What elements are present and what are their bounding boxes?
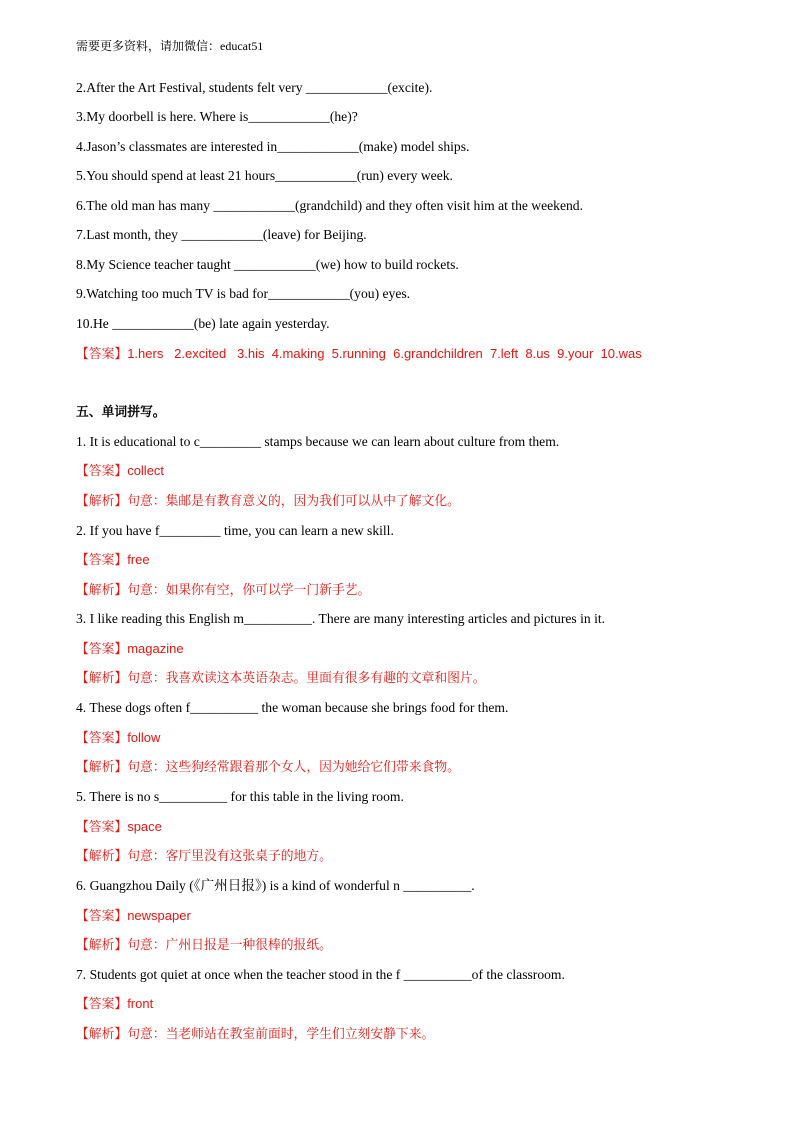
- answer-text: magazine: [127, 641, 184, 656]
- answer-label: 【答案】: [76, 820, 128, 835]
- explanation-label: 【解析】: [76, 583, 128, 598]
- spelling-question-5: 5. There is no s__________ for this table in the living room.: [76, 789, 404, 804]
- explanation-line-7: [76, 1025, 434, 1044]
- explanation-text: 句意：如果你有空，你可以学一门新手艺。: [127, 583, 371, 598]
- answer-text: collect: [127, 463, 165, 478]
- answer-line-1: [76, 462, 164, 481]
- explanation-text: 句意：这些狗经常跟着那个女人，因为她给它们带来食物。: [127, 760, 460, 775]
- answer-line-5: [76, 818, 162, 837]
- answer-label: 【答案】: [76, 731, 128, 746]
- answer-line-3: [76, 640, 184, 659]
- answer-label: 【答案】: [76, 997, 128, 1012]
- answer-text: free: [127, 552, 150, 567]
- answer-line-2: [76, 551, 150, 570]
- question-6: 6.The old man has many ____________(grandchild) and they often visit him at the weekend.: [76, 198, 584, 213]
- explanation-label: 【解析】: [76, 849, 128, 864]
- explanation-label: 【解析】: [76, 938, 128, 953]
- explanation-line-4: [76, 758, 460, 777]
- explanation-label: 【解析】: [76, 1027, 128, 1042]
- question-10: 10.He ____________(be) late again yesterday.: [76, 316, 330, 331]
- explanation-line-6: [76, 936, 332, 955]
- question-9: 9.Watching too much TV is bad for____________(you) eyes.: [76, 286, 411, 301]
- explanation-label: 【解析】: [76, 760, 128, 775]
- page-header: 需要更多资料，请加微信：educat51: [76, 39, 264, 53]
- explanation-text: 句意：当老师站在教室前面时，学生们立刻安静下来。: [127, 1027, 435, 1042]
- answer-label: 【答案】: [76, 909, 128, 924]
- answer-text: front: [127, 996, 154, 1011]
- explanation-text: 句意：广州日报是一种很棒的报纸。: [127, 938, 332, 953]
- answer-label: 【答案】: [76, 347, 128, 362]
- question-7: 7.Last month, they ____________(leave) for Beijing.: [76, 227, 367, 242]
- spelling-question-6: 6. Guangzhou Daily (《广州日报》) is a kind of wonderful n __________.: [76, 878, 475, 893]
- answer-label: 【答案】: [76, 642, 128, 657]
- answer-text: newspaper: [127, 908, 191, 923]
- answer-text: 1.hers 2.excited 3.his 4.making 5.running 6.grandchildren 7.left 8.us 9.your 10.was: [127, 346, 642, 361]
- answer-label: 【答案】: [76, 553, 128, 568]
- spelling-question-3: 3. I like reading this English m__________. There are many interesting articles and pictures in it.: [76, 611, 606, 626]
- answer-line-4: [76, 729, 160, 748]
- explanation-label: 【解析】: [76, 494, 128, 509]
- answer-text: space: [127, 819, 162, 834]
- explanation-line-3: [76, 669, 486, 688]
- answer-line-6: [76, 907, 191, 926]
- explanation-text: 句意：我喜欢读这本英语杂志。里面有很多有趣的文章和图片。: [127, 671, 486, 686]
- answer-text: follow: [127, 730, 161, 745]
- section-title: [76, 403, 166, 422]
- explanation-text: 句意：集邮是有教育意义的，因为我们可以从中了解文化。: [127, 494, 460, 509]
- explanation-label: 【解析】: [76, 671, 128, 686]
- question-4: 4.Jason’s classmates are interested in____________(make) model ships.: [76, 139, 470, 154]
- question-8: 8.My Science teacher taught ____________(we) how to build rockets.: [76, 257, 459, 272]
- spelling-question-1: 1. It is educational to c_________ stamps because we can learn about culture from them.: [76, 434, 560, 449]
- question-5: 5.You should spend at least 21 hours____________(run) every week.: [76, 168, 453, 183]
- answer-line-7: [76, 995, 153, 1014]
- spelling-question-4: 4. These dogs often f__________ the woman because she brings food for them.: [76, 700, 509, 715]
- explanation-text: 句意：客厅里没有这张桌子的地方。: [127, 849, 332, 864]
- explanation-line-1: [76, 492, 460, 511]
- answer-label: 【答案】: [76, 464, 128, 479]
- question-2: 2.After the Art Festival, students felt very ____________(excite).: [76, 80, 433, 95]
- explanation-line-2: [76, 581, 370, 600]
- section-title-text: 五、单词拼写。: [76, 405, 166, 420]
- part4-answer-line: [76, 345, 642, 364]
- spelling-question-2: 2. If you have f_________ time, you can learn a new skill.: [76, 523, 394, 538]
- question-3: 3.My doorbell is here. Where is____________(he)?: [76, 109, 358, 124]
- explanation-line-5: [76, 847, 332, 866]
- spelling-question-7: 7. Students got quiet at once when the teacher stood in the f __________of the classroom.: [76, 967, 565, 982]
